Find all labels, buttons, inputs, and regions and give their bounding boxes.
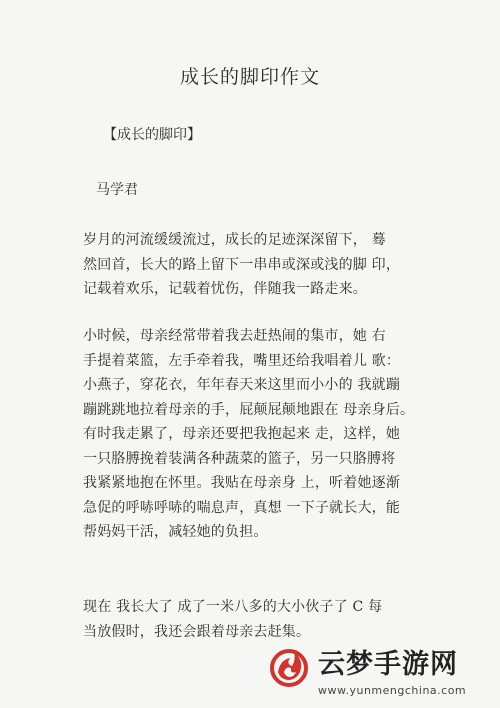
paragraph-2 <box>83 324 423 545</box>
paragraph-line: 小燕子，穿花衣，年年春天来这里而小小的 我就蹦 <box>83 377 401 393</box>
document-subtitle: 【成长的脚印】 <box>103 127 201 143</box>
paragraph-line: 小时候，母亲经常带着我去赶热闹的集市，她 右 <box>83 328 386 344</box>
document-title: 成长的脚印作文 <box>179 66 320 88</box>
paragraph-3 <box>83 595 423 644</box>
paragraph-line: 记载着欢乐，记载着忧伤，伴随我一路走来。 <box>83 281 367 297</box>
paragraph-line: 帮妈妈干活，减轻她的负担。 <box>83 524 268 540</box>
watermark-url: www.yunmengchina.com <box>318 684 467 697</box>
paragraph-line: 手提着菜篮，左手牵着我，嘴里还给我唱着儿 歌： <box>83 352 401 369</box>
paragraph-line: 有时我走累了，母亲还要把我抱起来 走，这样，她 <box>83 426 401 442</box>
paragraph-line: 急促的呼哧呼哧的喘息声，真想 一下子就长大，能 <box>83 499 401 516</box>
paragraph-line: 蹦跳跳地拉着母亲的手，屁颠屁颠地跟在 母亲身后。 <box>83 401 415 418</box>
watermark <box>266 640 496 702</box>
author-name: 马学君 <box>96 182 138 198</box>
paragraph-line: 岁月的河流缓缓流过，成长的足迹深深留下， 蓦 <box>83 232 386 248</box>
watermark-name: 云梦手游网 <box>318 649 458 680</box>
dragon-flame-logo-icon <box>266 642 312 688</box>
paragraph-line: 现在 我长大了 成了一米八多的大小伙子了 C 每 <box>83 599 383 615</box>
paragraph-line: 当放假时，我还会跟着母亲去赶集。 <box>83 623 311 640</box>
paragraph-line: 我紧紧地抱在怀里。我贴在母亲身 上，听着她逐渐 <box>83 475 401 491</box>
paragraph-line: 然回首，长大的路上留下一串串或深或浅的脚 印， <box>83 256 401 273</box>
paragraph-line: 一只胳膊挽着装满各种蔬菜的篮子，另一只胳膊将 <box>83 450 396 467</box>
paragraph-1 <box>83 228 423 302</box>
